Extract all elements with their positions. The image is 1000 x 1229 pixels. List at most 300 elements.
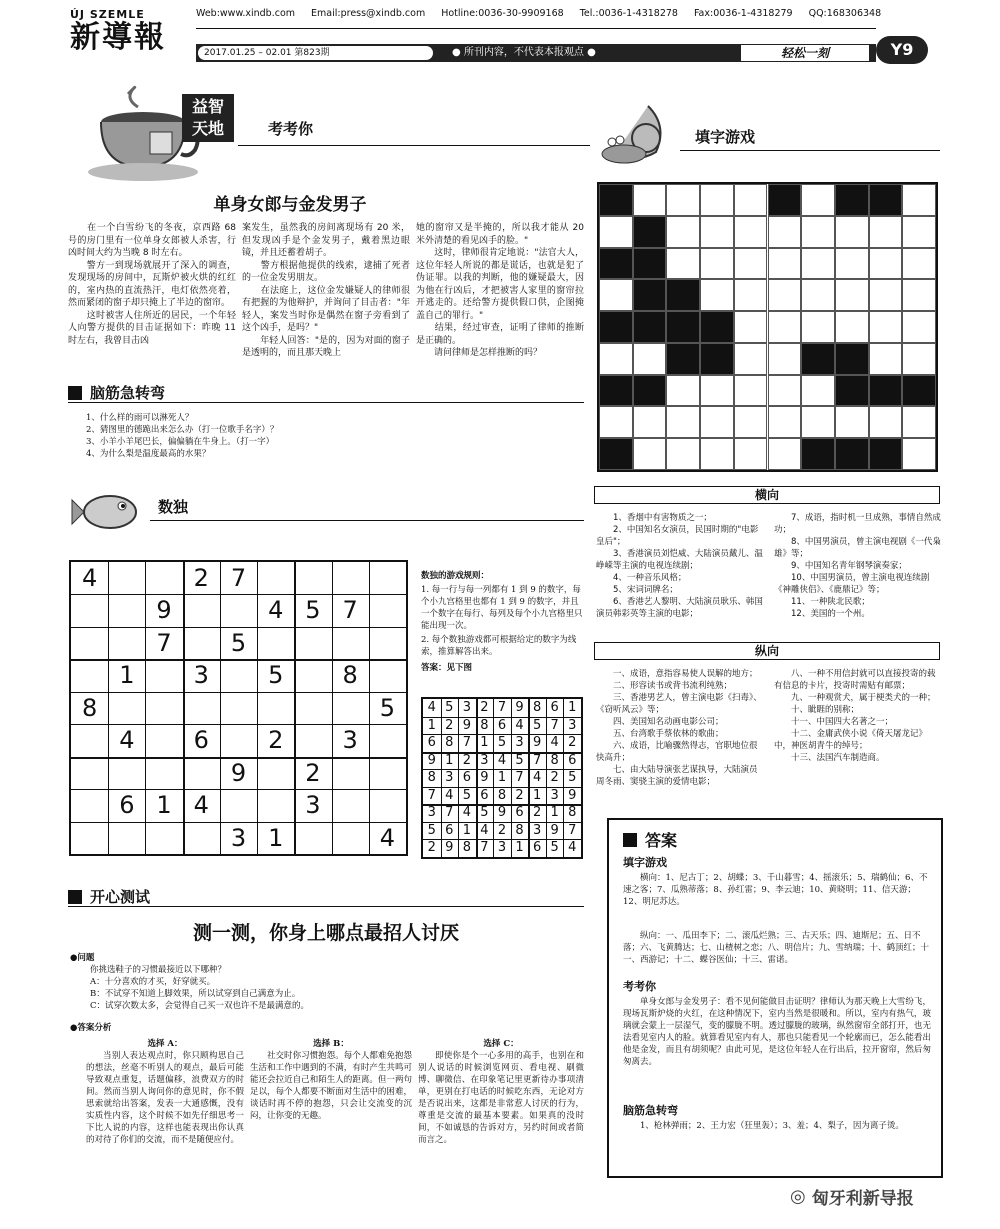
sudoku-cell[interactable] [108,562,145,594]
crossword-cell[interactable] [700,279,734,311]
option-b: B：不试穿不知道上脚效果，所以试穿到自己满意为止。 [90,989,301,999]
sudoku-cell[interactable]: 8 [81,693,98,722]
sudoku-cell[interactable] [71,627,108,659]
crossword-cell[interactable] [869,343,903,375]
sudoku-cell[interactable] [71,659,108,691]
solution-cell: 2 [550,770,559,786]
solution-cell: 2 [427,840,436,856]
crossword-cell[interactable] [734,216,768,248]
option-c: C：试穿次数太多，会觉得自己买一双也许不是最满意的。 [90,1001,310,1011]
sudoku-cell[interactable]: 3 [305,791,321,820]
sudoku-cell[interactable] [257,757,294,789]
across-clue: 4、一种音乐风格； [613,573,687,583]
crossword-cell[interactable] [599,216,633,248]
sudoku-cell[interactable] [145,724,182,756]
question-block [90,964,570,1012]
solution-cell: 9 [568,787,577,803]
sudoku-cell[interactable] [294,562,331,594]
sudoku-cell[interactable] [145,562,182,594]
sudoku-cell[interactable] [332,692,369,724]
crossword-cell[interactable] [869,406,903,438]
crossword-cell[interactable] [835,311,869,343]
solution-cell: 8 [568,805,577,821]
solution-cell: 3 [427,805,436,821]
sudoku-cell[interactable] [220,692,257,724]
crossword-cell[interactable] [801,248,835,280]
crossword-cell[interactable] [734,279,768,311]
sudoku-cell[interactable]: 8 [342,661,358,690]
sudoku-cell[interactable] [369,789,406,821]
crossword-cell [633,375,667,407]
solution-cell: 3 [515,735,524,751]
sudoku-cell[interactable]: 7 [342,596,358,625]
crossword-cell[interactable] [801,279,835,311]
tel-text: Tel.:0036-1-4318278 [579,8,678,19]
crossword-cell[interactable] [666,216,700,248]
down-clue: 十二、金庸武侠小说《倚天屠龙记》中，神医胡青牛的绰号； [774,729,928,751]
crossword-cell [902,375,936,407]
sudoku-cell[interactable] [145,659,182,691]
solution-cell: 2 [532,805,542,821]
crossword-cell[interactable] [902,438,936,470]
sudoku-cell[interactable] [332,789,369,821]
solution-cell: 2 [515,787,524,803]
masthead [0,0,1000,70]
crossword-cell[interactable] [801,375,835,407]
crossword-cell [869,438,903,470]
crossword-cell[interactable] [768,438,802,470]
fish-icon [70,486,150,536]
crossword-cell[interactable] [902,184,936,216]
sudoku-cell[interactable] [220,789,257,821]
answers-xw-down: 纵向：一、瓜田李下；二、滚瓜烂熟；三、古天乐；四、迪斯尼；五、日不落；六、飞黄腾达；七、山楂树之恋；八、明信片；九、雪纳瑞；十、鹤顶红；十一、西游记；十二、蝶谷医仙；十三、雷诺。 [623,931,930,965]
solution-cell: 4 [515,717,524,733]
story-title: 单身女郎与金发男子 [213,195,367,215]
down-title: 纵向 [594,642,940,660]
sudoku-cell[interactable] [369,562,406,594]
email-text[interactable]: Email:press@xindb.com [311,8,426,19]
solution-cell: 9 [497,805,507,821]
solution-cell: 7 [550,717,559,733]
down-clue: 八、一种不用信封就可以直接投寄的载有信息的卡片，投寄时需贴有邮票； [774,669,936,691]
section-name: 轻松一刻 [740,44,870,62]
sudoku-cell[interactable]: 1 [119,661,135,690]
quiz-rule [238,145,590,146]
across-clue: 2、中国知名女演员，民国时期的"电影皇后"； [596,525,759,547]
solution-cell: 3 [532,822,542,838]
crossword-cell [599,438,633,470]
crossword-cell [835,184,869,216]
solution-cell: 5 [515,752,524,768]
sudoku-cell[interactable]: 3 [193,661,209,690]
solution-cell: 5 [427,822,436,838]
sudoku-cell[interactable] [294,724,331,756]
sudoku-cell[interactable] [332,627,369,659]
crossword-cell[interactable] [734,438,768,470]
disclaimer: ● 所刊内容，不代表本报观点 ● [452,47,596,58]
crossword-cell[interactable] [902,248,936,280]
crossword-cell [633,311,667,343]
solution-cell: 5 [462,787,472,803]
sudoku-cell[interactable]: 9 [230,758,247,787]
sudoku-cell[interactable]: 7 [156,628,172,657]
crossword-cell[interactable] [801,406,835,438]
crossword-cell[interactable] [734,311,768,343]
sudoku-cell[interactable] [71,822,108,854]
crossword-cell[interactable] [768,248,802,280]
solution-cell: 6 [515,805,524,821]
crossword-cell[interactable] [734,248,768,280]
solution-cell: 2 [568,735,577,751]
crossword-cell [801,343,835,375]
crossword-cell [599,248,633,280]
sudoku-cell[interactable] [183,594,220,626]
solution-cell: 9 [462,717,472,733]
across-clue: 7、成语，指时机一旦成熟，事情自然成功； [774,513,941,535]
down-clue: 七、由大陆导演张艺谋执导，大陆演员周冬雨、窦骁主演的爱情电影； [596,765,758,787]
crossword-cell [801,438,835,470]
sudoku-grid [69,560,408,856]
across-clue: 11、一种陕北民歌； [791,597,870,607]
analysis-label: ●答案分析 [70,1023,112,1033]
crossword-cell[interactable] [801,184,835,216]
logo-subtitle: ÚJ SZEMLE [70,8,145,21]
solution-cell: 6 [568,752,577,768]
across-title: 横向 [594,486,940,504]
crossword-cell[interactable] [666,375,700,407]
test-title: 开心测试 [90,888,151,906]
solution-cell: 2 [462,752,472,768]
crossword-cell[interactable] [869,311,903,343]
sudoku-cell[interactable] [220,724,257,756]
crossword-cell[interactable] [700,406,734,438]
down-clue: 三、香港男艺人，曾主演电影《扫毒》、《窃听风云》等； [596,693,762,715]
sudoku-cell[interactable] [294,659,331,691]
crossword-cell[interactable] [666,184,700,216]
crossword-cell[interactable] [902,216,936,248]
crossword-cell [599,375,633,407]
sudoku-label: 数独 [158,498,189,516]
solution-cell: 4 [480,822,489,838]
crossword-cell[interactable] [700,438,734,470]
test-headline: 测一测，你身上哪点最招人讨厌 [192,922,459,944]
sudoku-cell[interactable] [332,562,369,594]
across-clue: 10、中国男演员，曾主演电视连续剧《神雕侠侣》、《鹿鼎记》等； [774,573,930,595]
sudoku-cell[interactable] [183,692,220,724]
solution-cell: 1 [568,700,577,715]
sudoku-cell[interactable]: 9 [156,596,172,625]
solution-cell: 4 [497,752,507,768]
crossword-cell [700,343,734,375]
sudoku-cell[interactable]: 4 [119,726,135,755]
crossword-cell[interactable] [768,311,802,343]
sudoku-cell[interactable] [257,627,294,659]
sudoku-cell[interactable]: 6 [193,726,209,755]
sudoku-rule [150,520,584,521]
crossword-cell [599,184,633,216]
sudoku-cell[interactable]: 1 [156,791,172,820]
answers-brain-text: 1、枪林弹雨；2、王力宏（狂里轰）；3、羞；4、梨子，因为离子烫。 [640,1121,904,1131]
crossword-cell[interactable] [902,343,936,375]
crossword-cell[interactable] [902,279,936,311]
crossword-cell[interactable] [869,279,903,311]
solution-cell: 7 [515,770,524,786]
across-clue: 9、中国知名青年钢琴演奏家； [791,561,907,571]
crossword-cell[interactable] [869,216,903,248]
crossword-cell[interactable] [734,406,768,438]
solution-cell: 9 [532,735,542,751]
crossword-cell[interactable] [599,279,633,311]
sudoku-cell[interactable] [294,822,331,854]
sudoku-cell[interactable] [257,789,294,821]
website-text[interactable]: Web:www.xindb.com [196,8,296,19]
sudoku-cell[interactable]: 5 [379,693,396,722]
sudoku-cell[interactable]: 4 [379,823,396,852]
crossword-cell[interactable] [768,406,802,438]
crossword-cell[interactable] [902,311,936,343]
square-icon [623,833,637,847]
down-clue: 九、一种观赏犬，属于梗类犬的一种； [791,693,936,703]
solution-cell: 7 [532,752,542,768]
solution-cell: 5 [445,700,454,715]
sudoku-cell[interactable]: 3 [342,726,358,755]
down-clue: 十三、法国汽车制造商。 [791,753,885,763]
brain-item: 2、猜图里的德跪出来怎么办（打一位歌手名字）？ [86,425,279,435]
solution-cell: 5 [480,805,489,821]
solution-cell: 2 [497,822,507,838]
sudoku-cell[interactable] [332,757,369,789]
solution-cell: 9 [427,752,436,768]
solution-cell: 6 [550,700,559,715]
sudoku-cell[interactable] [369,627,406,659]
sudoku-cell[interactable] [108,757,145,789]
analysis-a-title: 选择 A： [147,1039,183,1049]
sudoku-cell[interactable] [71,757,108,789]
solution-cell: 6 [462,770,472,786]
crossword-cell[interactable] [700,248,734,280]
solution-cell: 4 [462,805,472,821]
sudoku-cell[interactable] [183,757,220,789]
crossword-cell[interactable] [633,438,667,470]
sudoku-cell[interactable] [220,659,257,691]
solution-cell: 1 [532,787,542,803]
rule-1: 1. 每一行与每一列都有 1 到 9 的数字，每个小九宫格里也都有 1 到 9 的数字，并且一个数字在每行、每列及每个小九宫格里只能出现一次。 [421,585,583,631]
crossword-cell [633,216,667,248]
crossword-cell[interactable] [869,248,903,280]
crossword-cell[interactable] [734,184,768,216]
sudoku-cell[interactable] [145,757,182,789]
sudoku-cell[interactable] [369,659,406,691]
solution-cell: 3 [445,770,454,786]
watermark [790,1180,990,1212]
sudoku-cell[interactable]: 2 [268,726,284,755]
solution-cell: 8 [550,752,559,768]
square-icon [68,386,82,400]
solution-cell: 9 [480,770,489,786]
analysis-b-text: 社交时你习惯抱怨。每个人都难免抱怨生活和工作中遇到的不满，有时产生共鸣可能还会拉近自己和陌生人的距离。但一两句足以，每个人都要不断面对生活中的困难，谈话时再不停的抱怨，只会让交流变的沉闷，让你变的无趣。 [250,1051,412,1121]
sudoku-cell[interactable] [369,724,406,756]
sudoku-cell[interactable] [220,594,257,626]
square-icon [68,890,82,904]
crossword-cell[interactable] [599,406,633,438]
solution-cell: 7 [462,735,472,751]
solution-cell: 1 [515,840,524,856]
crossword-cell [835,375,869,407]
crossword-cell[interactable] [633,343,667,375]
sudoku-cell[interactable]: 7 [230,564,247,592]
sudoku-solution-grid [421,697,583,859]
analysis-c-text: 即使你是个一心多用的高手，也别在和别人说话的时候浏览网页、看电视、刷微博、聊微信、在印象笔记里更新待办事项清单，更别在打电话的时候吃东西，无论对方是否说出来，这都是非常惹人讨厌的行为，尊重是交流的最基本要素。如果真的没时间，不如诚恳的告诉对方，另约时间或者简而言之。 [418,1051,584,1145]
sudoku-cell[interactable] [71,594,108,626]
sudoku-cell[interactable] [183,627,220,659]
answers-xw-title: 填字游戏 [623,856,667,869]
crossword-cell[interactable] [599,343,633,375]
solution-cell: 5 [497,735,507,751]
sudoku-cell[interactable] [294,627,331,659]
solution-cell: 1 [497,770,507,786]
solution-cell: 8 [427,770,436,786]
sudoku-cell[interactable]: 3 [230,823,247,852]
analysis-c-title: 选择 C： [483,1039,519,1049]
sudoku-cell[interactable] [108,822,145,854]
crossword-cell[interactable] [835,406,869,438]
solution-cell: 2 [445,717,454,733]
solution-cell: 8 [480,717,489,733]
sudoku-cell[interactable]: 2 [305,758,321,787]
crossword-cell[interactable] [700,216,734,248]
sudoku-cell[interactable] [369,757,406,789]
solution-cell: 4 [550,735,559,751]
crossword-grid [597,182,938,472]
option-a: A：十分喜欢的才买，好穿就买。 [90,977,216,987]
sudoku-cell[interactable] [183,822,220,854]
rules-title: 数独的游戏规则： [421,571,490,581]
solution-cell: 7 [568,822,577,838]
sudoku-cell[interactable] [332,822,369,854]
solution-cell: 6 [497,717,507,733]
across-clue: 12、美国的一个州。 [791,609,870,619]
crossword-cell[interactable] [835,279,869,311]
solution-cell: 6 [445,822,454,838]
crossword-cell[interactable] [902,406,936,438]
question-text: 你挑选鞋子的习惯最接近以下哪种？ [90,965,227,975]
sudoku-cell[interactable]: 5 [305,596,321,625]
solution-cell: 1 [480,735,489,751]
sudoku-cell[interactable] [257,562,294,594]
sudoku-cell[interactable]: 2 [193,564,209,592]
brain-item: 1、什么样的雨可以淋死人？ [86,413,194,423]
test-rule [68,906,584,907]
crossword-cell[interactable] [835,248,869,280]
answers-header [623,828,677,851]
sudoku-cell[interactable]: 4 [193,791,209,820]
solution-cell: 5 [532,717,542,733]
crossword-cell[interactable] [801,216,835,248]
brain-title: 脑筋急转弯 [90,384,166,402]
sudoku-cell[interactable]: 5 [230,628,247,657]
sudoku-cell[interactable]: 4 [81,564,98,592]
across-list [596,512,942,632]
solution-cell: 1 [550,805,559,821]
sudoku-cell[interactable]: 1 [268,823,284,852]
crossword-cell[interactable] [768,375,802,407]
sudoku-cell[interactable]: 6 [119,791,135,820]
contact-row [196,8,916,24]
sudoku-cell[interactable] [71,789,108,821]
sudoku-cell[interactable] [294,692,331,724]
solution-cell: 7 [427,787,436,803]
solution-cell: 3 [568,717,577,733]
crossword-cell[interactable] [801,311,835,343]
story-col-3: 她的窗帘又是半掩的，所以我才能从 20 米外清楚的看见凶手的脸。" 这时，律师很肯定地说："法官大人，这位年轻人所说的都是谎话，也就是犯了伪证罪。以我的判断，他的嫌疑最大，因为他在行凶后，才把被害人家里的窗帘拉开逃走的。还给警方提供假口供，企图掩盖自己的罪行。" 结果，经过审查，证明了律师的推断是正确的。 请问律师是怎样推断的吗？ [416,223,584,358]
crossword-cell [666,279,700,311]
crossword-cell[interactable] [666,248,700,280]
solution-cell: 4 [445,787,454,803]
fax-text: Fax:0036-1-4318279 [693,8,793,19]
crossword-cell[interactable] [666,406,700,438]
solution-cell: 1 [462,822,472,838]
down-clue: 十、眦睚的别称； [791,705,860,715]
sudoku-rules [421,570,586,674]
crossword-cell[interactable] [666,438,700,470]
sudoku-cell[interactable] [145,692,182,724]
crossword-cell[interactable] [768,279,802,311]
newspaper-logo [70,8,194,64]
crossword-cell [869,184,903,216]
sudoku-cell[interactable] [108,692,145,724]
sudoku-cell[interactable]: 4 [268,596,284,625]
across-clue: 5、宋词词牌名； [613,585,678,595]
solution-cell: 8 [497,787,507,803]
sudoku-cell[interactable] [145,822,182,854]
sudoku-cell[interactable] [369,594,406,626]
crossword-cell[interactable] [734,343,768,375]
crossword-cell[interactable] [633,406,667,438]
crossword-cell[interactable] [768,343,802,375]
sudoku-cell[interactable] [108,594,145,626]
brain-header [68,382,165,403]
solution-cell: 9 [550,822,559,838]
sudoku-cell[interactable]: 5 [268,661,284,690]
analysis-b [250,1038,412,1122]
down-clue: 十一、中国四大名著之一； [791,717,894,727]
solution-cell: 5 [568,770,577,786]
solution-cell: 3 [462,700,472,715]
header-rule [196,28,876,29]
down-clue: 五、台湾歌手蔡依林的歌曲； [613,729,724,739]
page-number: Y9 [876,36,928,64]
answers-title: 答案 [645,831,678,850]
crossword-cell [768,184,802,216]
crossword-cell[interactable] [835,216,869,248]
sudoku-cell[interactable] [108,627,145,659]
across-clue: 3、香港演员刘恺威、大陆演员戴儿、温峥嵘等主演的电视连续剧； [596,549,763,571]
crossword-cell[interactable] [734,375,768,407]
hotline-text: Hotline:0036-30-9909168 [441,8,564,19]
crossword-cell[interactable] [700,184,734,216]
analysis-a [86,1038,244,1146]
sudoku-cell[interactable] [257,692,294,724]
crossword-cell[interactable] [700,375,734,407]
sudoku-cell[interactable] [71,724,108,756]
crossword-cell [599,311,633,343]
story-col-1: 在一个白雪纷飞的冬夜，京西路 68 号的房门里有一位单身女郎被人杀害，行凶时间大约为当晚 8 时左右。 警方一到现场就展开了深入的调查，发现现场的房间中，瓦斯炉被火烘的红红的，室内热的直流热汗，电灯依然亮着，然而紧闭的窗子却只掩上了半边的窗帘。 这时被害人住所近的居民，一个年轻人向警方提供的目击证据如下：昨晚 11 时左右，我曾目击凶 [68,223,236,346]
solution-cell: 3 [497,840,507,856]
quiz-label: 考考你 [268,120,314,138]
crossword-cell[interactable] [768,216,802,248]
crossword-cell[interactable] [633,184,667,216]
solution-cell: 4 [532,770,542,786]
